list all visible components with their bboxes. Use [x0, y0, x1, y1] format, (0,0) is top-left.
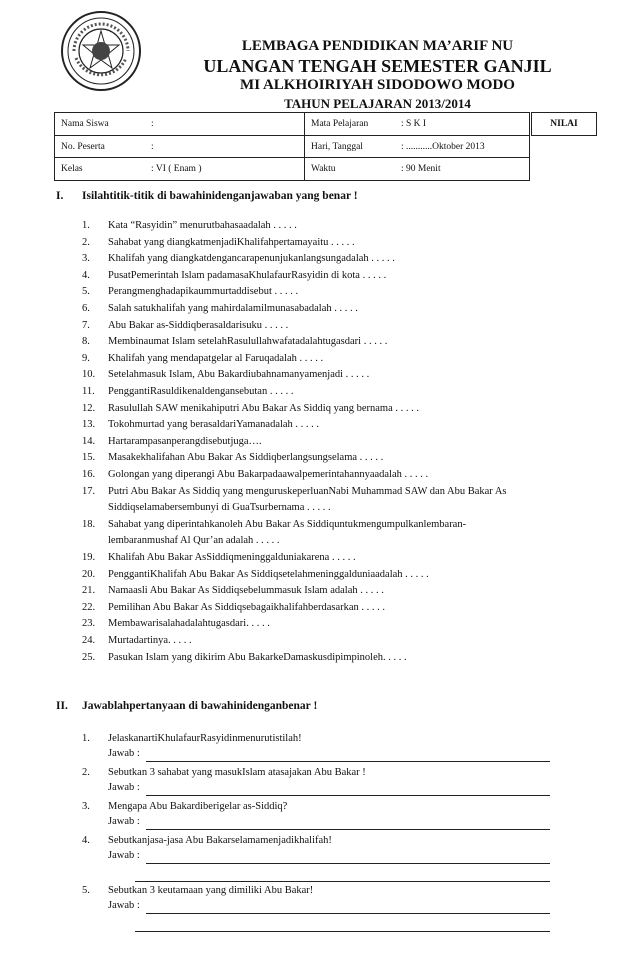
question-text: Tokohmurtad yang berasaldariYamanadalah . . . . . — [108, 419, 320, 431]
question-text-cont: lembaranmushaf Al Qur’an adalah . . . . . — [108, 535, 280, 547]
identity-row — [55, 157, 529, 180]
question-number: 5. — [82, 885, 90, 896]
question-number: 5. — [82, 286, 90, 298]
answer-label: Jawab : — [108, 816, 140, 827]
question-number: 4. — [82, 269, 90, 281]
identity-row — [55, 113, 529, 135]
section-title: Isilahtitik-titik di bawahinidenganjawaban yang benar ! — [82, 190, 358, 202]
question-text: Sebutkan 3 keutamaan yang dimiliki Abu Bakar! — [108, 885, 314, 896]
question-number: 15. — [82, 452, 96, 464]
question-text: Pasukan Islam yang dikirim Abu BakarkeDamaskusdipimpinoleh. . . . . — [108, 651, 407, 663]
answer-line[interactable] — [146, 863, 550, 864]
question-text: Khalifah Abu Bakar AsSiddiqmeninggalduniakarena . . . . . — [108, 552, 356, 563]
question-text: Abu Bakar as-Siddiqberasaldarisuku . . . . . — [108, 319, 289, 331]
label: Waktu — [311, 164, 336, 174]
answer-line-extra[interactable] — [135, 881, 550, 882]
question-number: 16. — [82, 469, 96, 480]
answer-line[interactable] — [146, 829, 550, 830]
question-number: 12. — [82, 402, 96, 414]
question-text: Sebutkan 3 sahabat yang masukIslam atasajakan Abu Bakar ! — [108, 767, 366, 778]
student-identity-table — [54, 112, 530, 181]
question-number: 19. — [82, 552, 96, 563]
value: : S K I — [401, 119, 427, 129]
score-box: NILAI — [531, 112, 597, 136]
institution-name: LEMBAGA PENDIDIKAN MA’ARIF NU — [241, 38, 514, 54]
question-number: 14. — [82, 435, 96, 447]
question-number: 17. — [82, 485, 96, 497]
question-text: Sahabat yang diangkatmenjadiKhalifahpertamayaitu . . . . . — [108, 236, 355, 248]
question-text: Mengapa Abu Bakardiberigelar as-Siddiq? — [108, 801, 288, 812]
question-number: 21. — [82, 585, 96, 597]
question-text: Khalifah yang mendapatgelar al Faruqadalah . . . . . — [108, 352, 324, 364]
question-text: Khalifah yang diangkatdengancarapenunjukanlangsungadalah . . . . . — [108, 253, 395, 265]
question-number: 25. — [82, 651, 96, 663]
question-text: PenggantiRasuldikenaldengansebutan . . . . . — [108, 386, 294, 397]
label: Nama Siswa — [61, 119, 109, 129]
question-text: Putri Abu Bakar As Siddiq yang menguruskeperluanNabi Muhammad SAW dan Abu Bakar As — [108, 485, 507, 497]
question-number: 4. — [82, 835, 90, 846]
section-number: II. — [56, 700, 68, 712]
answer-line[interactable] — [146, 761, 550, 762]
answer-label: Jawab : — [108, 748, 140, 759]
question-text: Perangmenghadapikaummurtaddisebut . . . . . — [108, 286, 299, 298]
answer-label: Jawab : — [108, 850, 140, 861]
question-text: JelaskanartiKhulafaurRasyidinmenurutistilah! — [108, 733, 302, 744]
question-text-cont: Siddiqselamabersembunyi di GuaTsurbernama . . . . . — [108, 502, 331, 514]
question-number: 7. — [82, 319, 90, 331]
value: : — [151, 119, 154, 129]
question-text: Namaasli Abu Bakar As Siddiqsebelummasuk Islam adalah . . . . . — [108, 585, 384, 597]
question-number: 22. — [82, 601, 96, 613]
question-number: 1. — [82, 220, 90, 231]
question-number: 10. — [82, 369, 96, 381]
question-number: 2. — [82, 236, 90, 248]
question-text: PusatPemerintah Islam padamasaKhulafaurRasyidin di kota . . . . . — [108, 269, 387, 281]
question-text: Rasulullah SAW menikahiputri Abu Bakar As Siddiq yang bernama . . . . . — [108, 402, 420, 414]
question-number: 13. — [82, 419, 96, 431]
question-text: Setelahmasuk Islam, Abu Bakardiubahnamanyamenjadi . . . . . — [108, 369, 370, 381]
question-text: Murtadartinya. . . . . — [108, 635, 192, 646]
question-text: Sahabat yang diperintahkanoleh Abu Bakar As Siddiquntukmengumpulkanlembaran- — [108, 518, 467, 530]
section-number: I. — [56, 190, 64, 202]
school-name: MI ALKHOIRIYAH SIDODOWO MODO — [240, 77, 515, 93]
answer-line-extra[interactable] — [135, 931, 550, 932]
question-number: 8. — [82, 336, 90, 348]
question-text: Golongan yang diperangi Abu Bakarpadaawalpemerintahannyaadalah . . . . . — [108, 469, 429, 480]
exam-title: ULANGAN TENGAH SEMESTER GANJIL — [203, 56, 552, 76]
value: : 90 Menit — [401, 164, 441, 174]
question-number: 9. — [82, 352, 90, 364]
question-number: 18. — [82, 518, 96, 530]
question-number: 1. — [82, 733, 90, 744]
question-number: 3. — [82, 801, 90, 812]
question-number: 3. — [82, 253, 90, 265]
question-text: Masakekhalifahan Abu Bakar As Siddiqberlangsungselama . . . . . — [108, 452, 384, 464]
question-text: Kata “Rasyidin” menurutbahasaadalah . . . . . — [108, 220, 297, 231]
label: Kelas — [61, 164, 83, 174]
question-text: Membinaumat Islam setelahRasulullahwafatadalahtugasdari . . . . . — [108, 336, 388, 348]
question-number: 11. — [82, 386, 95, 397]
question-text: PenggantiKhalifah Abu Bakar As Siddiqsetelahmeninggalduniaadalah . . . . . — [108, 568, 429, 580]
label: Mata Pelajaran — [311, 119, 369, 129]
answer-line[interactable] — [146, 795, 550, 796]
answer-line[interactable] — [146, 913, 550, 914]
answer-label: Jawab : — [108, 782, 140, 793]
school-logo — [60, 10, 142, 92]
question-number: 24. — [82, 635, 96, 646]
label: Hari, Tanggal — [311, 142, 363, 152]
identity-row — [55, 135, 529, 158]
answer-label: Jawab : — [108, 900, 140, 911]
value: : — [151, 142, 154, 152]
question-text: Hartarampasanperangdisebutjuga…. — [108, 435, 262, 447]
question-text: Salah satukhalifah yang mahirdalamilmunasabadalah . . . . . — [108, 303, 358, 314]
question-number: 20. — [82, 568, 96, 580]
question-text: Membawarisalahadalahtugasdari. . . . . — [108, 618, 270, 630]
question-number: 2. — [82, 767, 90, 778]
label: No. Peserta — [61, 142, 105, 152]
value: : VI ( Enam ) — [151, 164, 202, 174]
value: : ...........Oktober 2013 — [401, 142, 485, 152]
question-text: Pemilihan Abu Bakar As Siddiqsebagaikhalifahberdasarkan . . . . . — [108, 601, 386, 613]
section-title: Jawablahpertanyaan di bawahinidenganbenar ! — [82, 700, 318, 712]
question-number: 23. — [82, 618, 96, 630]
question-number: 6. — [82, 303, 90, 314]
question-text: Sebutkanjasa-jasa Abu Bakarselamamenjadikhalifah! — [108, 835, 332, 846]
academic-year: TAHUN PELAJARAN 2013/2014 — [284, 96, 471, 111]
